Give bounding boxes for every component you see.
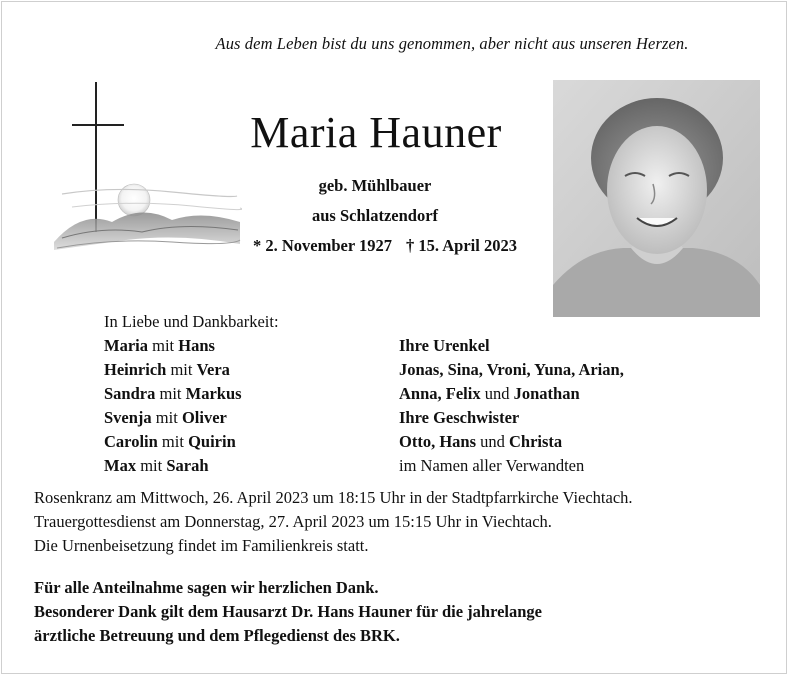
family-couple bbox=[104, 454, 279, 478]
service-info bbox=[34, 486, 633, 558]
couple-name-a: Sandra bbox=[104, 384, 156, 403]
cross-moon-landscape-icon bbox=[52, 82, 242, 262]
couple-name-a: Carolin bbox=[104, 432, 158, 451]
couple-name-a: Maria bbox=[104, 336, 148, 355]
relatives-line: im Namen aller Verwandten bbox=[399, 456, 585, 475]
family-couple bbox=[104, 334, 279, 358]
couple-connector: mit bbox=[152, 336, 175, 355]
thanks-line: ärztliche Betreuung und dem Pflegedienst des BRK. bbox=[34, 626, 400, 645]
thanks-line: Für alle Anteilnahme sagen wir herzlichen Dank. bbox=[34, 578, 379, 597]
couple-name-b: Hans bbox=[178, 336, 215, 355]
couple-name-a: Svenja bbox=[104, 408, 152, 427]
thanks-section bbox=[34, 576, 542, 648]
motto-quote: Aus dem Leben bist du uns genommen, aber nicht aus unseren Herzen. bbox=[215, 34, 689, 53]
family-intro: In Liebe und Dankbarkeit: bbox=[104, 312, 279, 331]
couple-name-a: Heinrich bbox=[104, 360, 167, 379]
great-grandchildren-label: Ihre Urenkel bbox=[399, 336, 490, 355]
urn-burial-info: Die Urnenbeisetzung findet im Familienkreis statt. bbox=[34, 536, 369, 555]
family-couple bbox=[104, 382, 279, 406]
death-date: † 15. April 2023 bbox=[406, 236, 517, 255]
couple-connector: mit bbox=[161, 432, 184, 451]
funeral-service-info: Trauergottesdienst am Donnerstag, 27. April 2023 um 15:15 Uhr in Viechtach. bbox=[34, 512, 552, 531]
portrait-photo bbox=[553, 80, 760, 317]
family-right-column bbox=[399, 334, 624, 478]
siblings-names: Otto, Hans und Christa bbox=[399, 432, 563, 451]
couple-name-b: Markus bbox=[185, 384, 242, 403]
origin-place: aus Schlatzendorf bbox=[311, 206, 439, 225]
thanks-line: Besonderer Dank gilt dem Hausarzt Dr. Hans Hauner für die jahrelange bbox=[34, 602, 543, 621]
couple-connector: mit bbox=[140, 456, 163, 475]
birth-date: * 2. November 1927 bbox=[253, 236, 393, 255]
couple-connector: mit bbox=[159, 384, 182, 403]
siblings-label: Ihre Geschwister bbox=[399, 408, 520, 427]
rosary-info: Rosenkranz am Mittwoch, 26. April 2023 um 18:15 Uhr in der Stadtpfarrkirche Viechtach. bbox=[34, 488, 633, 507]
life-dates bbox=[230, 236, 540, 256]
family-left-column bbox=[104, 310, 279, 478]
couple-name-a: Max bbox=[104, 456, 137, 475]
family-couple bbox=[104, 406, 279, 430]
couple-name-b: Quirin bbox=[188, 432, 236, 451]
family-couple bbox=[104, 430, 279, 454]
great-grandchildren-names: Anna, Felix und Jonathan bbox=[399, 384, 580, 403]
couple-connector: mit bbox=[170, 360, 193, 379]
couple-name-b: Sarah bbox=[166, 456, 209, 475]
deceased-name: Maria Hauner bbox=[250, 108, 502, 157]
couple-name-b: Vera bbox=[196, 360, 230, 379]
birth-name: geb. Mühlbauer bbox=[318, 176, 432, 195]
great-grandchildren-names: Jonas, Sina, Vroni, Yuna, Arian, bbox=[399, 360, 624, 379]
couple-connector: mit bbox=[155, 408, 178, 427]
couple-name-b: Oliver bbox=[181, 408, 227, 427]
family-couple bbox=[104, 358, 279, 382]
